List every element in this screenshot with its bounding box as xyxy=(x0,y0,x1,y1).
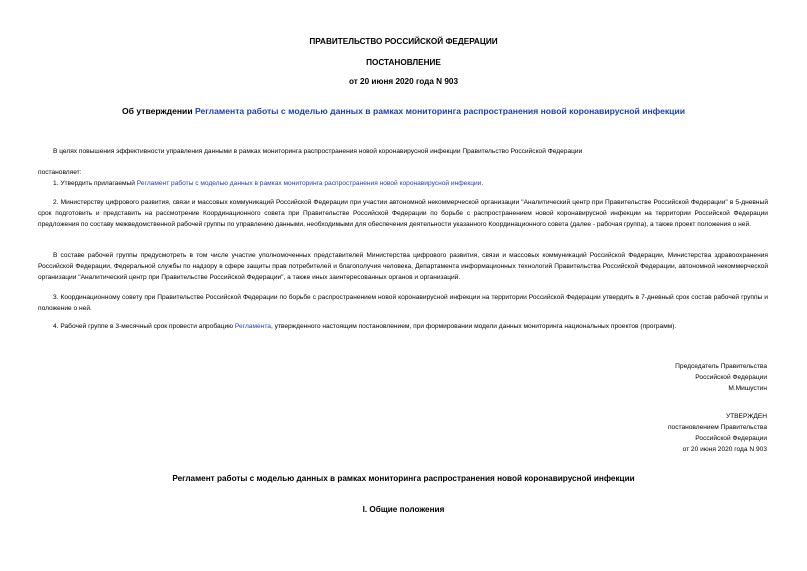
regulation-short-link[interactable]: Регламента xyxy=(234,323,271,330)
document-date-number: от 20 июня 2020 года N 903 xyxy=(348,77,459,86)
annex-title: Регламент работы с моделью данных в рамках мониторинга распространения новой коронавирусной инфекции xyxy=(172,474,635,483)
paragraph-3: 3. Координационному совету при Правительстве Российской Федерации по борьбе с распространением новой коронавирусной инфекции на территории Российской Федерации утвердить в 7-дневный срок состав рабочей группы и положение о ней. xyxy=(38,294,768,312)
paragraph-1 xyxy=(38,178,768,189)
paragraph-1-prefix: 1. Утвердить прилагаемый xyxy=(53,180,137,187)
signature-block xyxy=(675,361,767,394)
paragraph-4 xyxy=(38,321,768,332)
section-heading: I. Общие положения xyxy=(362,505,445,514)
paragraph-2: 2. Министерству цифрового развития, связи и массовых коммуникаций Российской Федерации при участии автономной некоммерческой организации "Аналитический центр при Правительстве Российской Федерации" в 5-дневный срок подготовить и представить на рассмотрение Координационного совета при Правительстве Российской Федерации по борьбе с распространением новой коронавирусной инфекции на территории Российской Федерации предложения по составу межведомственной рабочей группы по управлению данными, необходимыми для обеспечения деятельности указанного Координационного совета (далее - рабочая группа), а также проект положения о ней. xyxy=(38,199,768,228)
paragraph-4-prefix: 4. Рабочей группе в 3-месячный срок провести апробацию xyxy=(53,323,235,330)
signature-name: М.Мишустин xyxy=(728,385,767,392)
paragraph-2-continued: В составе рабочей группы предусмотреть в том числе участие уполномоченных представителей Министерства цифрового развития, связи и массовых коммуникаций Российской Федерации, Министерства здравоохранения Российской Федерации, Федеральной службы по надзору в сфере защиты прав потребителей и благополучия человека, Департамента информационных технологий Правительства Российской Федерации, автономной некоммерческой организации "Аналитический центр при Правительстве Российской Федерации", а также иных заинтересованных органов и организаций. xyxy=(38,252,768,281)
document-title-prefix: Об утверждении xyxy=(121,106,195,116)
signature-country: Российской Федерации xyxy=(695,374,767,381)
decrees-word: постановляет: xyxy=(38,169,82,176)
document-title xyxy=(0,106,807,116)
approval-status: УТВЕРЖДЕН xyxy=(725,413,767,420)
paragraph-4-suffix: , утвержденного настоящим постановлением, при формировании модели данных мониторинга национальных проектов (программ). xyxy=(270,323,677,330)
paragraph-1-suffix: . xyxy=(481,180,484,187)
regulation-title-link[interactable]: Регламента работы с моделью данных в рамках мониторинга распространения новой коронавирусной инфекции xyxy=(195,106,686,116)
approval-by: постановлением Правительства xyxy=(667,424,767,431)
document-type-heading: ПОСТАНОВЛЕНИЕ xyxy=(366,58,441,67)
government-heading: ПРАВИТЕЛЬСТВО РОССИЙСКОЙ ФЕДЕРАЦИИ xyxy=(309,37,498,46)
intro-paragraph: В целях повышения эффективности управления данными в рамках мониторинга распространения новой коронавирусной инфекции Правительство Российской Федерации xyxy=(53,148,583,155)
approval-date: от 20 июня 2020 года N 903 xyxy=(682,446,767,453)
approval-country: Российской Федерации xyxy=(695,435,767,442)
regulation-link[interactable]: Регламент работы с моделью данных в рамках мониторинга распространения новой коронавирусной инфекции xyxy=(136,180,482,187)
approval-block xyxy=(668,411,767,455)
signature-position: Председатель Правительства xyxy=(675,363,767,370)
